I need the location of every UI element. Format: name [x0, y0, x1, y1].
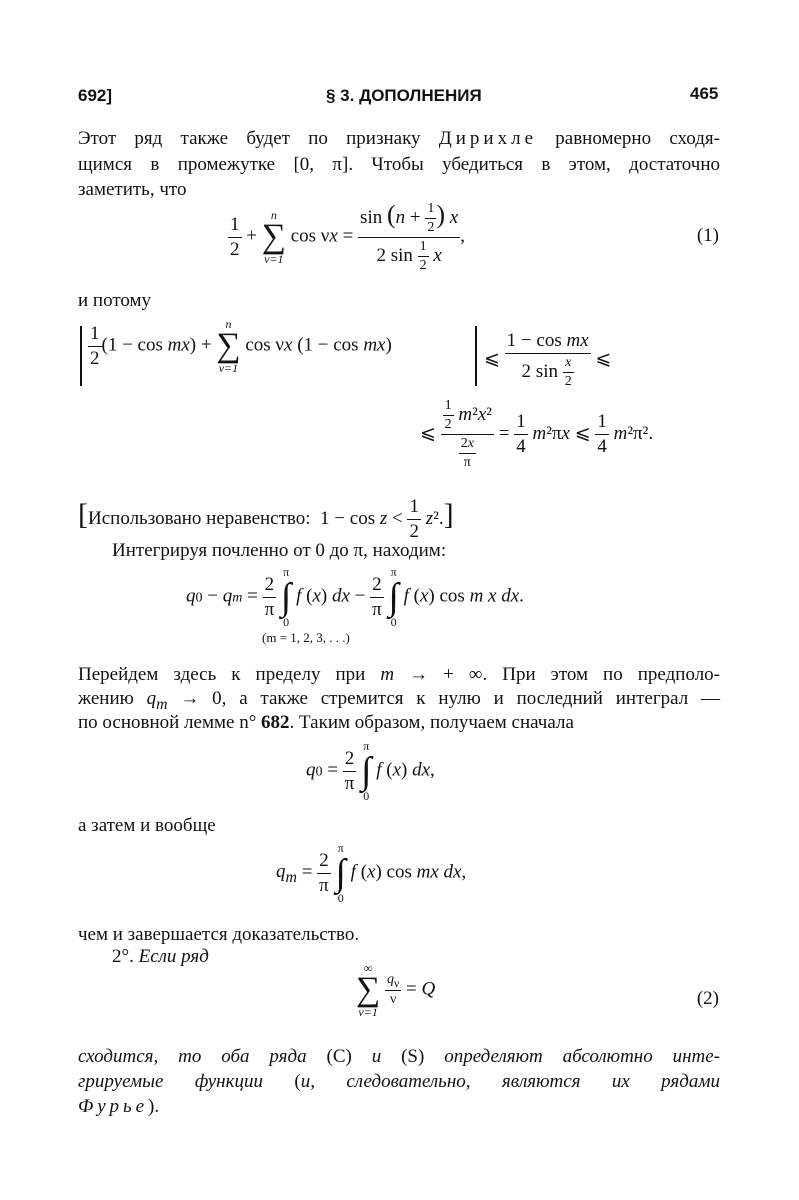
paragraph-line: щимся в промежутке [0, π]. Чтобы убедиться в этом, достаточно	[78, 154, 720, 175]
used-inequality: [Использовано неравенство: 1 − cos z < $\frac{1}{2}$ z².]	[78, 496, 454, 542]
abs-bar-right	[475, 326, 477, 386]
abs-bar-left	[80, 326, 82, 386]
equation-q0-qm: q0 − qm = $\frac{2}{\pi}$ π ∫ 0 f (x) dx − $\frac{2}{\pi}$ π ∫ 0 f (x) cos m x dx.	[186, 565, 524, 629]
paragraph-line: и потому	[78, 290, 152, 311]
equation-2: ∞ ∑ ν=1 $\frac{q_\nu}{\nu}$ = Q	[356, 961, 436, 1019]
inequality-line-1: $\frac{1}{2}$ (1 − cos mx) + n ∑ ν=1 cos νx (1 − cos mx)	[90, 317, 392, 375]
paragraph-line: по основной лемме n° 682. Таким образом, получаем сначала	[78, 712, 574, 733]
page-number: 465	[690, 84, 719, 103]
paragraph-line: 2°. Если ряд	[112, 946, 209, 967]
paragraph-line: чем и завершается доказательство.	[78, 924, 360, 945]
equation-1: $\frac{1}{2}$ + n ∑ ν=1 cos νx = sin (n + $\frac{1}{2}$ ) x 2 sin $\frac{1}{2}$ x ,	[230, 200, 465, 274]
equation-number: (1)	[696, 225, 719, 246]
paragraph-line: а затем и вообще	[78, 815, 216, 836]
paragraph-line: Интегрируя почленно от 0 до π, находим:	[112, 540, 447, 561]
paragraph-line: грируемые функции (и, следовательно, являются их рядами	[78, 1071, 721, 1092]
paragraph-line: жению $q_m \to 0$, а также стремится к нулю и последний интеграл —	[78, 688, 720, 713]
section-number: 692]	[78, 86, 113, 105]
paragraph-line: Фурье).	[78, 1096, 160, 1117]
equation-number: (2)	[696, 988, 719, 1009]
paragraph-line: сходится, то оба ряда (C) и (S) определяют абсолютно инте-	[78, 1046, 720, 1067]
paragraph-line: заметить, что	[78, 179, 187, 200]
inequality-line-2: ⩽ $\frac{1}{2}$ m²x² $\frac{2x}{\pi}$ = $\frac{1}{4}$ m²πx ⩽ $\frac{1}{4}$ m²π².	[420, 398, 654, 470]
paragraph-line: Этот ряд также будет по признаку Дирихле равномерно сходя-	[78, 128, 720, 149]
m-range: (m = 1, 2, 3, . . .)	[262, 630, 350, 645]
running-title: § 3. ДОПОЛНЕНИЯ	[326, 86, 482, 105]
equation-qm: $q_m$ = $\frac{2}{\pi}$ π ∫ 0 f (x) cos mx dx,	[276, 841, 467, 905]
inequality-line-1-rhs: ⩽ 1 − cos mx 2 sin $\frac{x}{2}$ ⩽	[484, 330, 612, 389]
equation-q0: q0 = $\frac{2}{\pi}$ π ∫ 0 f (x) dx,	[306, 739, 435, 803]
paragraph-line: Перейдем здесь к пределу при m → + ∞. При этом по предполо-	[78, 664, 720, 685]
